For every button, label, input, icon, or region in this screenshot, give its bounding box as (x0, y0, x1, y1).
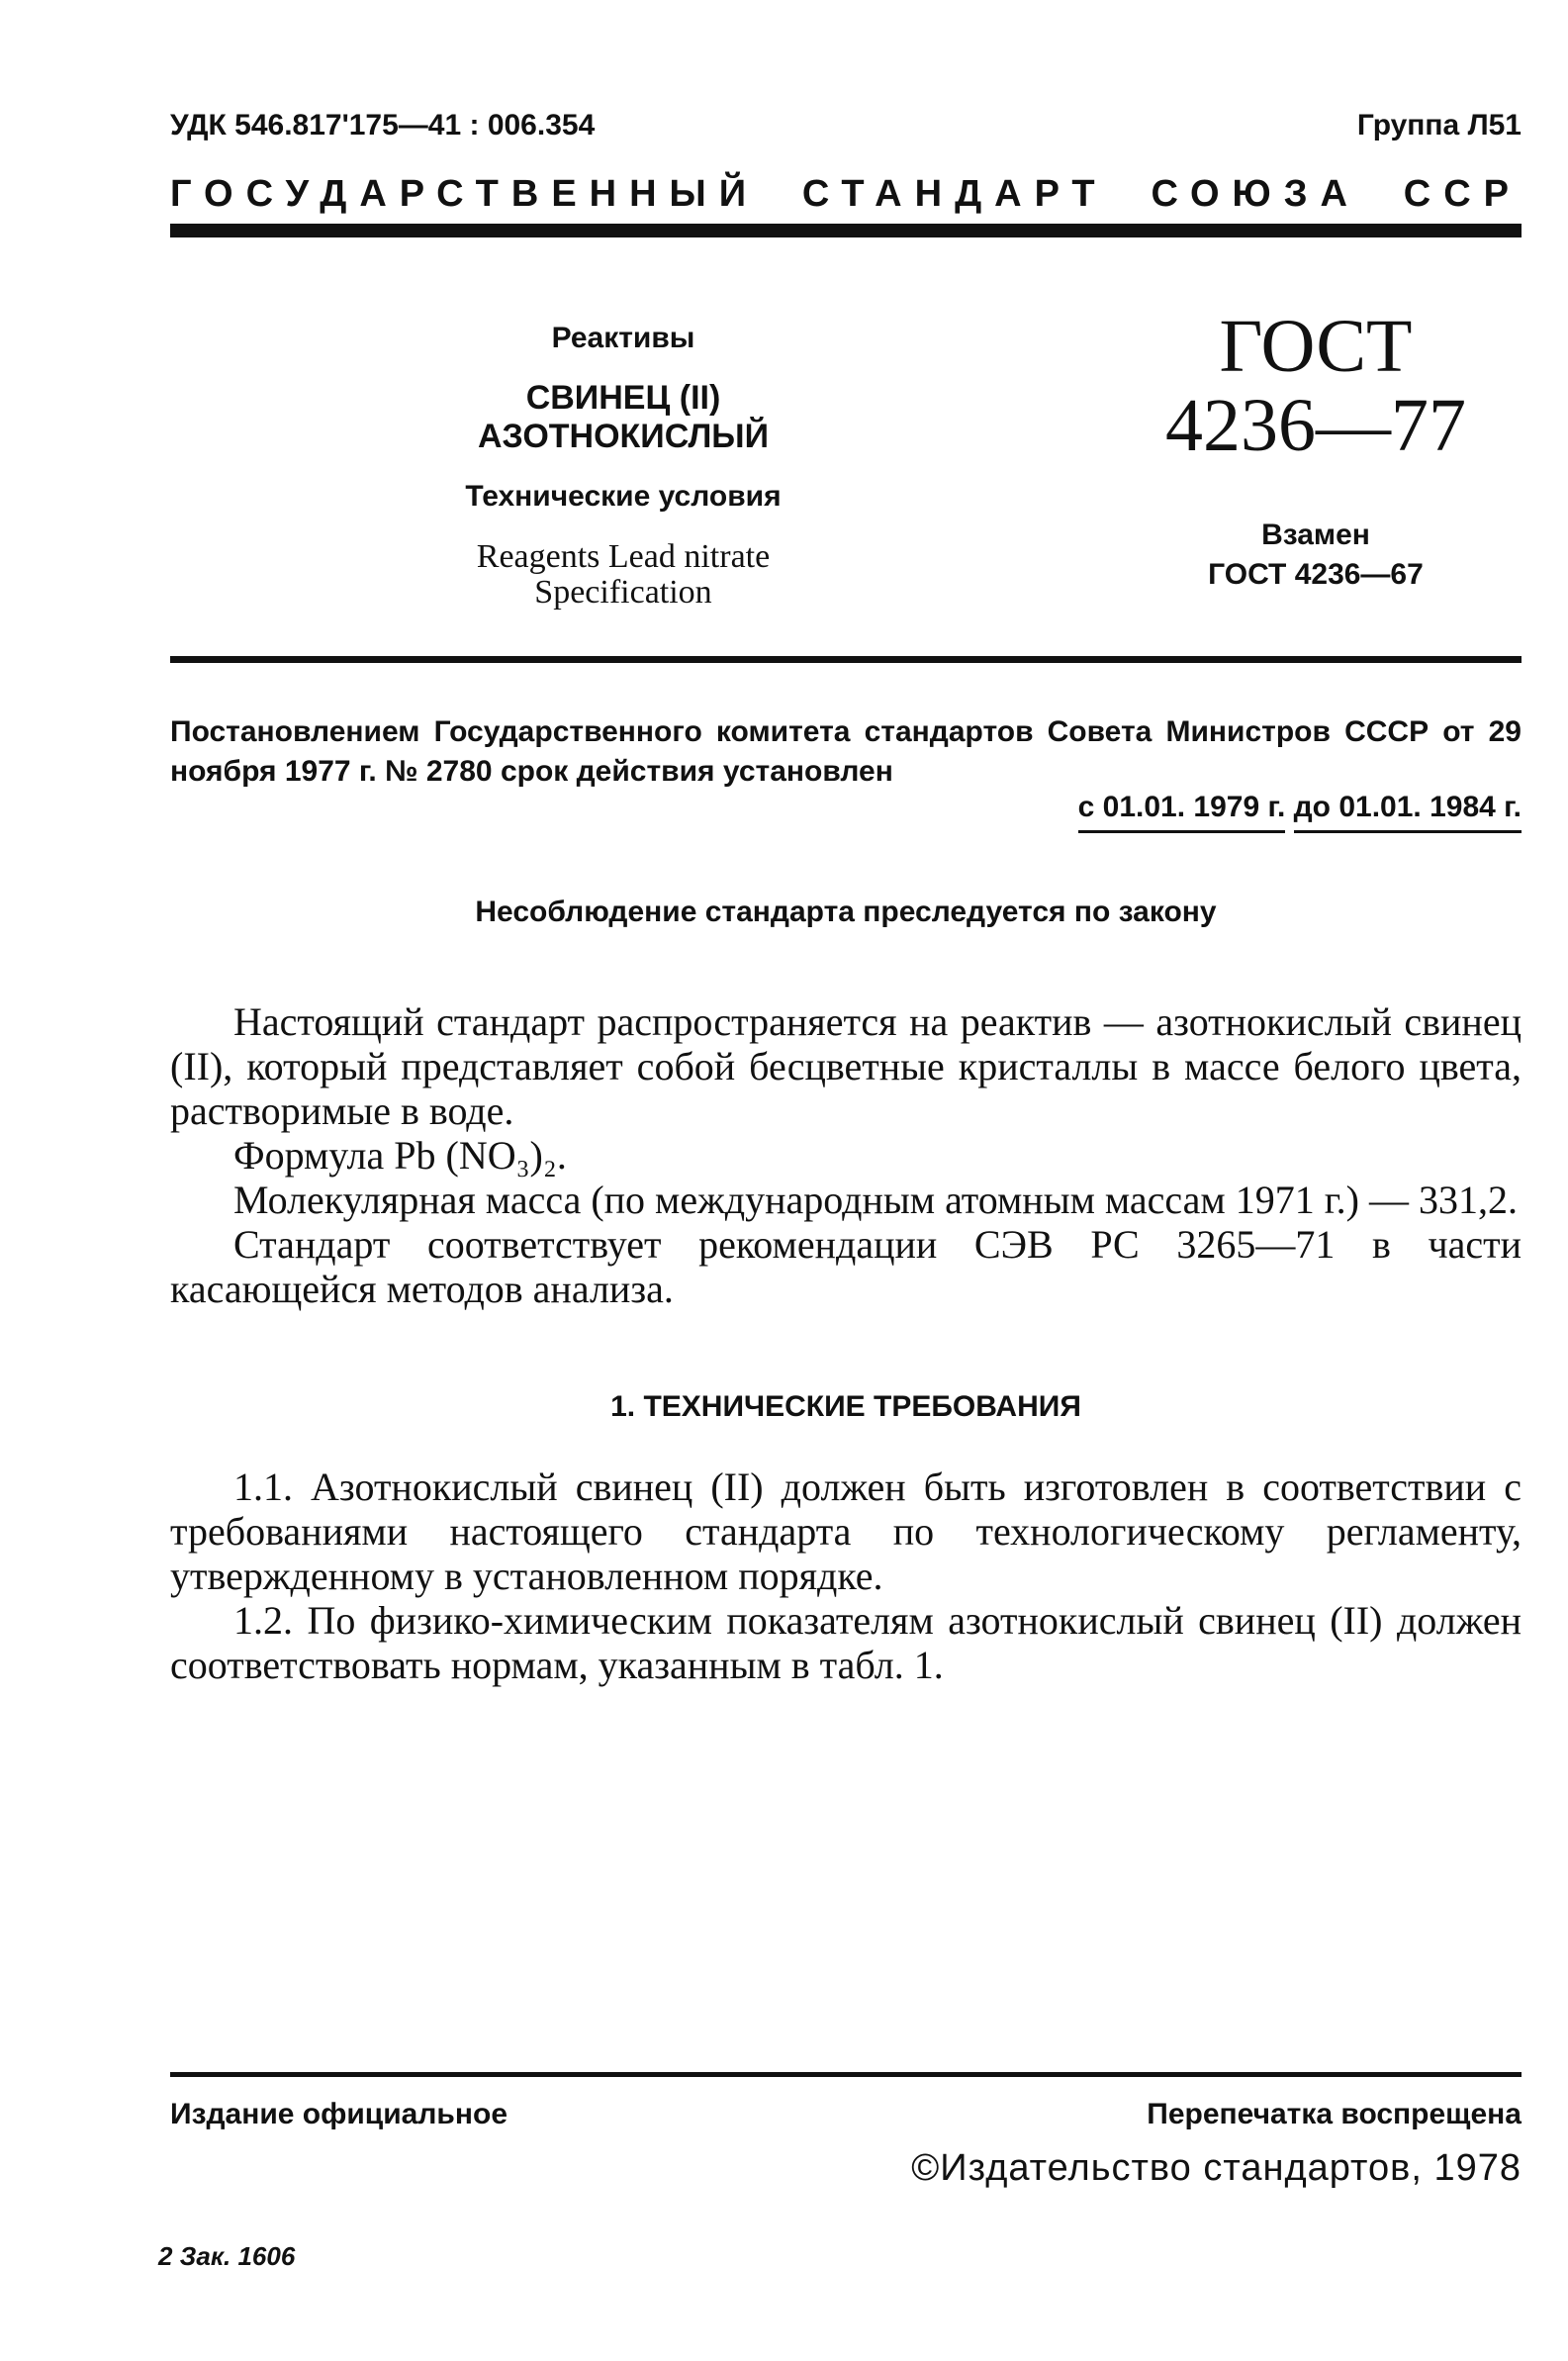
section-text (170, 1464, 1522, 1687)
gost-label: ГОСТ (1219, 305, 1413, 388)
intro-paragraph-formula: Формула Pb (NO₃)₂. (233, 1133, 567, 1178)
state-standard-heading: ГОСУДАРСТВЕННЫЙ СТАНДАРТ СОЮЗА ССР (170, 173, 1522, 215)
legal-warning: Несоблюдение стандарта преследуется по закону (475, 896, 1217, 928)
official-edition-label: Издание официальное (170, 2098, 508, 2130)
validity-dates (1078, 787, 1522, 833)
replaces-label: Взамен (1261, 519, 1370, 551)
title-name: СВИНЕЦ (II) АЗОТНОКИСЛЫЙ (477, 379, 770, 455)
title-subtitle: Технические условия (465, 480, 782, 513)
clause-1-2: 1.2. По физико-химическим показателям азотнокислый свинец (II) должен соответствовать нормам, указанным в табл. 1. (170, 1598, 1522, 1687)
header-divider (170, 224, 1522, 237)
valid-to: до 01.01. 1984 г. (1294, 787, 1522, 833)
title-english-line1: Reagents Lead nitrate (476, 538, 771, 575)
title-english-line2: Specification (534, 574, 712, 611)
title-category: Реактивы (551, 322, 695, 354)
intro-paragraph-compliance: Стандарт соответствует рекомендации СЭВ РС 3265—71 в части касающейся методов анализа. (170, 1222, 1522, 1311)
intro-paragraph-mass: Молекулярная масса (по международным атомным массам 1971 г.) — 331,2. (233, 1178, 1518, 1222)
intro-paragraph-scope: Настоящий стандарт распространяется на реактив — азотнокислый свинец (II), который представляет собой бесцветные кристаллы в массе белого цвета, растворимые в воде. (170, 999, 1522, 1133)
udk-code: УДК 546.817'175—41 : 006.354 (170, 109, 596, 142)
publisher-copyright: ©Издательство стандартов, 1978 (911, 2147, 1522, 2189)
gost-number: 4236—77 (1165, 384, 1466, 467)
gost-block (1118, 307, 1514, 592)
title-block (376, 322, 871, 611)
replaces-value: ГОСТ 4236—67 (1208, 558, 1424, 591)
footer-divider (170, 2072, 1522, 2077)
decree-text: Постановлением Государственного комитета стандартов Совета Министров СССР от 29 ноября 1977 г. № 2780 срок действия установлен (170, 715, 1522, 788)
valid-from: с 01.01. 1979 г. (1078, 787, 1286, 833)
intro-text (170, 999, 1522, 1311)
section-heading: 1. ТЕХНИЧЕСКИЕ ТРЕБОВАНИЯ (610, 1390, 1081, 1423)
title-divider (170, 656, 1522, 663)
group-code: Группа Л51 (1356, 109, 1522, 142)
order-number: 2 Зак. 1606 (158, 2241, 296, 2271)
reprint-notice: Перепечатка воспрещена (1147, 2098, 1522, 2130)
clause-1-1: 1.1. Азотнокислый свинец (II) должен быть изготовлен в соответствии с требованиями настоящего стандарта по технологическому регламенту, утвержденному в установленном порядке. (170, 1464, 1522, 1598)
